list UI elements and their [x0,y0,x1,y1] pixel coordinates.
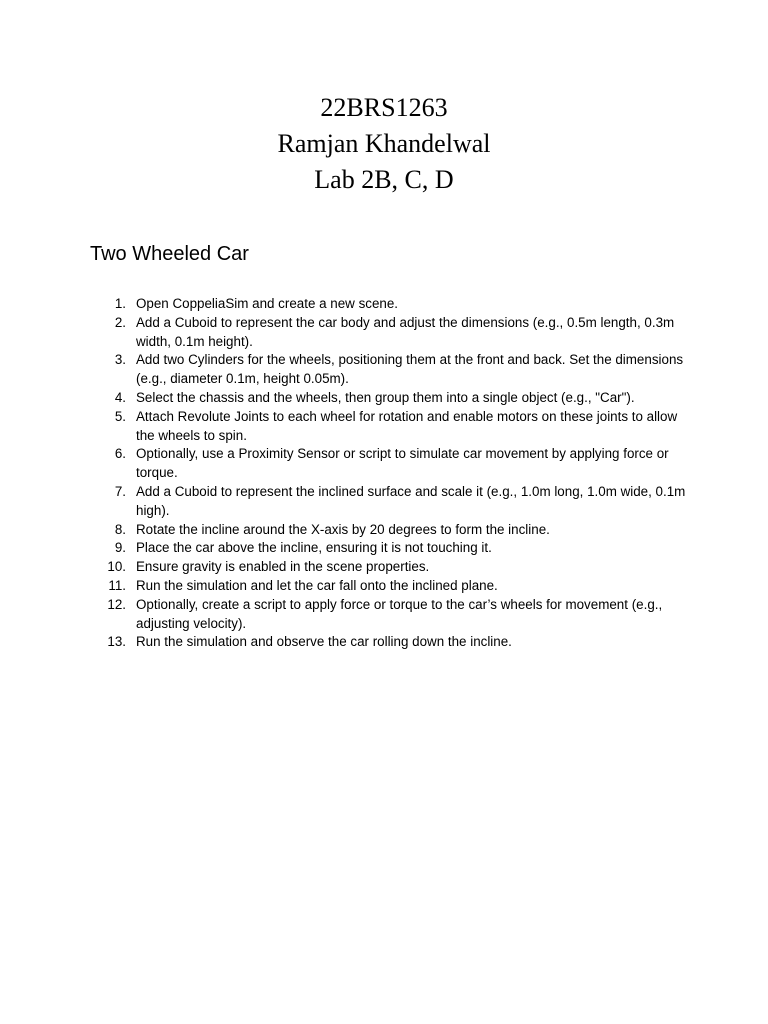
list-item [90,483,690,521]
step-text: Open CoppeliaSim and create a new scene. [136,296,399,311]
step-text: Add a Cuboid to represent the inclined surface and scale it (e.g., 1.0m long, 1.0m wide, 0.1m high). [136,483,686,518]
document-header [0,90,768,198]
list-item [90,596,690,634]
list-item [90,351,690,389]
step-number: 3. [114,352,126,368]
step-number: 8. [114,521,126,537]
list-item [90,445,690,483]
step-number: 12. [107,596,126,612]
step-number: 4. [114,389,126,405]
step-number: 6. [114,446,126,462]
lab-title: Lab 2B, C, D [314,165,454,194]
list-item [90,521,690,540]
step-number: 13. [107,634,126,650]
step-number: 9. [114,540,126,556]
student-name: Ramjan Khandelwal [277,129,491,158]
list-item [90,314,690,352]
step-text: Ensure gravity is enabled in the scene properties. [136,559,430,575]
step-text: Optionally, use a Proximity Sensor or script to simulate car movement by applying force or torque. [136,446,669,481]
list-item [90,633,690,652]
step-text: Run the simulation and observe the car rolling down the incline. [136,634,512,650]
list-item [90,539,690,558]
step-text: Rotate the incline around the X-axis by 20 degrees to form the incline. [136,521,550,537]
steps-list [90,295,690,652]
section-title: Two Wheeled Car [90,243,249,265]
step-text: Add two Cylinders for the wheels, positioning them at the front and back. Set the dimensions (e.g., diameter 0.1m, height 0.05m). [136,352,684,387]
step-number: 2. [114,314,126,330]
step-number: 7. [114,483,126,499]
list-item [90,577,690,596]
list-item [90,295,690,314]
list-item [90,389,690,408]
list-item [90,558,690,577]
list-item [90,408,690,446]
step-number: 5. [114,408,126,424]
step-text: Select the chassis and the wheels, then group them into a single object (e.g., "Car"). [136,389,635,405]
step-text: Add a Cuboid to represent the car body and adjust the dimensions (e.g., 0.5m length, 0.3m width, 0.1m height). [136,314,675,349]
step-number: 1. [114,296,126,311]
student-id: 22BRS1263 [320,93,448,122]
step-number: 11. [108,577,126,593]
step-number: 10. [107,559,126,575]
step-text: Run the simulation and let the car fall onto the inclined plane. [136,577,498,593]
step-text: Place the car above the incline, ensuring it is not touching it. [136,540,492,556]
step-text: Optionally, create a script to apply force or torque to the car’s wheels for movement (e.g., adjusting velocity). [136,596,663,631]
step-text: Attach Revolute Joints to each wheel for rotation and enable motors on these joints to allow the wheels to spin. [136,408,678,443]
